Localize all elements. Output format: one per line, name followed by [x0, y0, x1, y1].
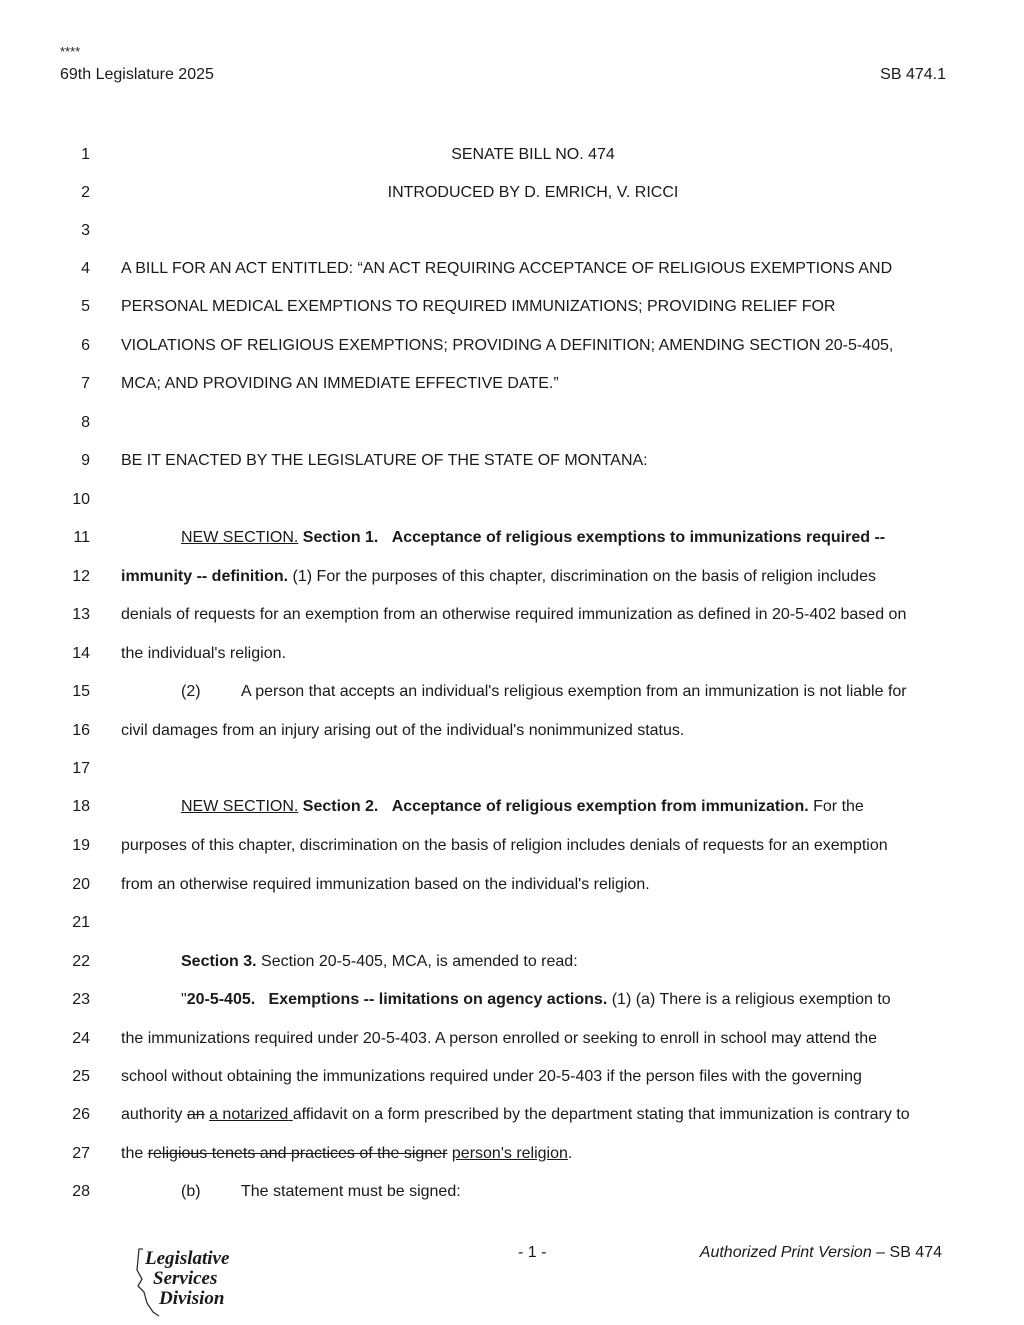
bill-line — [0, 645, 1024, 669]
bill-line — [0, 953, 1024, 977]
inserted-text: person's religion — [451, 1145, 568, 1162]
line-text: from an otherwise required immunization based on the individual's religion. — [121, 876, 650, 893]
line-text: school without obtaining the immunizations required under 20-5-403 if the person files with the governing — [121, 1068, 862, 1085]
logo-line-1: Legislative — [145, 1248, 230, 1269]
line-number: 7 — [81, 375, 90, 392]
auth-label: Authorized Print Version — [699, 1244, 872, 1261]
line-text-part: . — [567, 1145, 573, 1162]
bill-line — [0, 683, 1024, 707]
enacting-clause: BE IT ENACTED BY THE LEGISLATURE OF THE STATE OF MONTANA: — [121, 452, 648, 469]
line-number: 28 — [72, 1183, 90, 1200]
bill-title: SENATE BILL NO. 474 — [451, 146, 615, 163]
line-number: 27 — [72, 1145, 90, 1162]
line-number: 9 — [81, 452, 90, 469]
stricken-text: an — [186, 1106, 205, 1123]
section-number: Section 2. — [302, 798, 379, 815]
line-number: 1 — [81, 146, 90, 163]
line-number: 8 — [81, 414, 90, 431]
line-text — [121, 1106, 951, 1124]
line-number: 25 — [72, 1068, 90, 1085]
bill-line — [0, 146, 1024, 170]
line-number: 18 — [72, 798, 90, 815]
line-number: 14 — [72, 645, 90, 662]
line-text-part: the — [121, 1145, 144, 1162]
bill-line — [0, 1030, 1024, 1054]
line-text-part: For the — [813, 798, 864, 815]
bill-line — [0, 337, 1024, 361]
line-text-part: (1) For the purposes of this chapter, discrimination on the basis of religion includes — [292, 568, 876, 585]
inserted-text: a notarized — [209, 1106, 289, 1123]
line-number: 13 — [72, 606, 90, 623]
bill-line — [0, 1068, 1024, 1092]
line-number: 19 — [72, 837, 90, 854]
line-text: A person that accepts an individual's religious exemption from an immunization is not liable for — [241, 683, 907, 700]
bill-line — [0, 1145, 1024, 1169]
line-text: purposes of this chapter, discrimination on the basis of religion includes denials of requests for an exemption — [121, 837, 888, 854]
section-heading — [181, 953, 1011, 971]
line-number: 24 — [72, 1030, 90, 1047]
section-title: Acceptance of religious exemption from immunization. — [391, 798, 809, 815]
section-title-cont: immunity -- definition. — [121, 568, 289, 585]
line-text-part: affidavit on a form prescribed by the department stating that immunization is contrary to — [292, 1106, 910, 1123]
bill-line — [0, 491, 1024, 515]
section-heading — [181, 798, 1011, 816]
line-number: 2 — [81, 184, 90, 201]
line-text: MCA; AND PROVIDING AN IMMEDIATE EFFECTIVE DATE.” — [121, 375, 559, 392]
bill-line — [0, 260, 1024, 284]
bill-line — [0, 222, 1024, 246]
bill-line — [0, 837, 1024, 861]
page-number: - 1 - — [518, 1244, 547, 1261]
line-number: 16 — [72, 722, 90, 739]
line-text: PERSONAL MEDICAL EXEMPTIONS TO REQUIRED IMMUNIZATIONS; PROVIDING RELIEF FOR — [121, 298, 836, 315]
line-number: 12 — [72, 568, 90, 585]
bill-line — [0, 1183, 1024, 1207]
line-number: 23 — [72, 991, 90, 1008]
line-text: civil damages from an injury arising out of the individual's nonimmunized status. — [121, 722, 685, 739]
line-text-part: Section 20-5-405, MCA, is amended to read: — [261, 953, 578, 970]
bill-line — [0, 529, 1024, 553]
auth-bill: – SB 474 — [876, 1244, 942, 1261]
section-heading — [181, 529, 1011, 547]
logo-line-3: Division — [159, 1288, 225, 1309]
header-stars: **** — [60, 44, 81, 59]
line-number: 11 — [73, 529, 90, 546]
statute-heading — [181, 991, 1011, 1009]
legislative-services-logo — [133, 1246, 253, 1318]
bill-line — [0, 184, 1024, 208]
authorized-print-label — [700, 1244, 942, 1262]
section-number: Section 3. — [181, 953, 257, 970]
subsection-number: (b) — [181, 1183, 201, 1200]
line-text-part: (1) (a) There is a religious exemption to — [611, 991, 891, 1008]
bill-line — [0, 914, 1024, 938]
bill-line — [0, 375, 1024, 399]
line-text: the individual's religion. — [121, 645, 286, 662]
bill-line — [0, 452, 1024, 476]
legislature-session: 69th Legislature 2025 — [60, 66, 214, 83]
statute-title: Exemptions -- limitations on agency actions. — [268, 991, 608, 1008]
line-number: 10 — [72, 491, 90, 508]
line-number: 21 — [72, 914, 90, 931]
section-title: Acceptance of religious exemptions to immunizations required -- — [391, 529, 886, 546]
bill-line — [0, 722, 1024, 746]
line-text — [121, 1145, 951, 1163]
statute-number: 20-5-405. — [186, 991, 256, 1008]
section-number: Section 1. — [302, 529, 379, 546]
line-text — [121, 568, 951, 586]
line-number: 17 — [72, 760, 90, 777]
line-number: 6 — [81, 337, 90, 354]
line-text: denials of requests for an exemption from an otherwise required immunization as defined in 20-5-402 based on — [121, 606, 907, 623]
bill-line — [0, 798, 1024, 822]
bill-line — [0, 991, 1024, 1015]
bill-version: SB 474.1 — [880, 66, 946, 83]
open-quote: " — [181, 991, 187, 1008]
bill-sponsors: INTRODUCED BY D. EMRICH, V. RICCI — [387, 184, 679, 201]
bill-line — [0, 414, 1024, 438]
bill-line — [0, 760, 1024, 784]
line-text: the immunizations required under 20-5-403. A person enrolled or seeking to enroll in school may attend the — [121, 1030, 878, 1047]
bill-line — [0, 1106, 1024, 1130]
new-section-marker: NEW SECTION. — [181, 529, 299, 546]
logo-line-2: Services — [153, 1268, 218, 1289]
bill-line — [0, 876, 1024, 900]
bill-line — [0, 298, 1024, 322]
bill-line — [0, 606, 1024, 630]
line-text-part: authority — [121, 1106, 183, 1123]
subsection-number: (2) — [181, 683, 201, 700]
line-number: 20 — [72, 876, 90, 893]
line-text: The statement must be signed: — [241, 1183, 461, 1200]
new-section-marker: NEW SECTION. — [181, 798, 299, 815]
line-text: A BILL FOR AN ACT ENTITLED: “AN ACT REQUIRING ACCEPTANCE OF RELIGIOUS EXEMPTIONS AND — [121, 260, 893, 277]
line-number: 3 — [81, 222, 90, 239]
line-number: 5 — [81, 298, 90, 315]
bill-line — [0, 568, 1024, 592]
stricken-text: religious tenets and practices of the signer — [147, 1145, 448, 1162]
line-number: 4 — [81, 260, 90, 277]
line-number: 15 — [72, 683, 90, 700]
line-number: 22 — [72, 953, 90, 970]
line-text: VIOLATIONS OF RELIGIOUS EXEMPTIONS; PROVIDING A DEFINITION; AMENDING SECTION 20-5-405, — [121, 337, 894, 354]
line-number: 26 — [72, 1106, 90, 1123]
